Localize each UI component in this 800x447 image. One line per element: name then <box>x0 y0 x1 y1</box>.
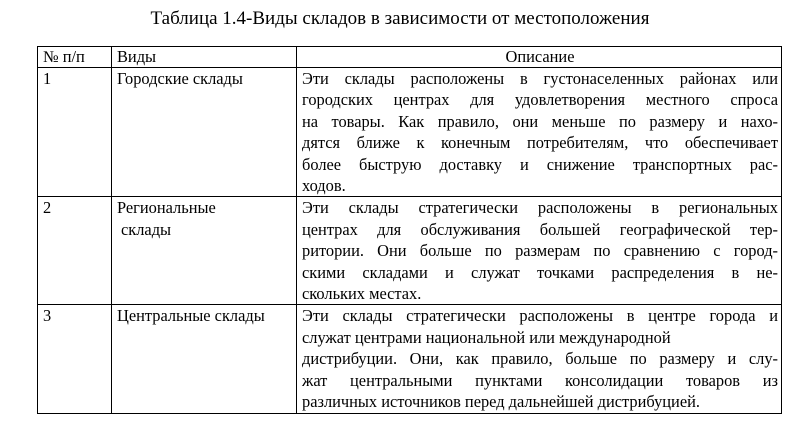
desc-line: жат центральными пунктами консолидации товаров из <box>302 370 778 390</box>
desc-line: различных источников перед дальнейшей дистрибуцией. <box>302 392 700 412</box>
table-caption: Таблица 1.4-Виды складов в зависимости от местоположения <box>150 8 650 29</box>
desc-line: дистрибуции. Они, как правило, больше по размеру и слу- <box>302 349 778 369</box>
row-number: 2 <box>38 197 112 305</box>
desc-line: скими складами и служат точками распределения в не- <box>302 262 778 282</box>
row-kind <box>112 68 297 197</box>
header-kind: Виды <box>112 47 297 68</box>
row-number: 1 <box>38 68 112 197</box>
kind-line: склады <box>121 219 172 239</box>
kind-line: Городские склады <box>117 69 243 88</box>
desc-line: Эти склады стратегически расположены в региональных <box>302 198 778 218</box>
desc-line: центрах для обслуживания большей географической тер- <box>302 219 778 239</box>
header-number: № п/п <box>38 47 112 68</box>
table-header-row <box>38 47 782 68</box>
kind-line: Региональные <box>117 198 216 218</box>
desc-line: ритории. Они больше по размерам по сравнению с город- <box>302 241 778 261</box>
table-row <box>38 305 782 413</box>
header-description: Описание <box>297 47 782 68</box>
desc-line: служат центрами национальной или международной <box>302 327 671 347</box>
desc-line: более быструю доставку и снижение транспортных рас- <box>302 154 778 174</box>
table-row <box>38 197 782 305</box>
desc-line: на товары. Как правило, они меньше по размеру и нахо- <box>302 111 778 131</box>
kind-line: Центральные склады <box>117 306 265 326</box>
desc-line: Эти склады стратегически расположены в центре города и <box>302 306 778 326</box>
row-kind <box>112 197 297 305</box>
desc-line: ходов. <box>302 176 346 196</box>
desc-line: скольких местах. <box>302 284 422 304</box>
row-description <box>297 68 782 197</box>
desc-line: городских центрах для удовлетворения местного спроса <box>302 90 778 110</box>
row-number: 3 <box>38 305 112 413</box>
warehouse-types-table <box>37 46 782 414</box>
row-kind <box>112 305 297 413</box>
desc-line: дятся ближе к конечным потребителям, что обеспечивает <box>302 133 778 153</box>
row-description <box>297 305 782 413</box>
table-row <box>38 68 782 197</box>
desc-line: Эти склады расположены в густонаселенных районах или <box>302 69 778 88</box>
row-description <box>297 197 782 305</box>
